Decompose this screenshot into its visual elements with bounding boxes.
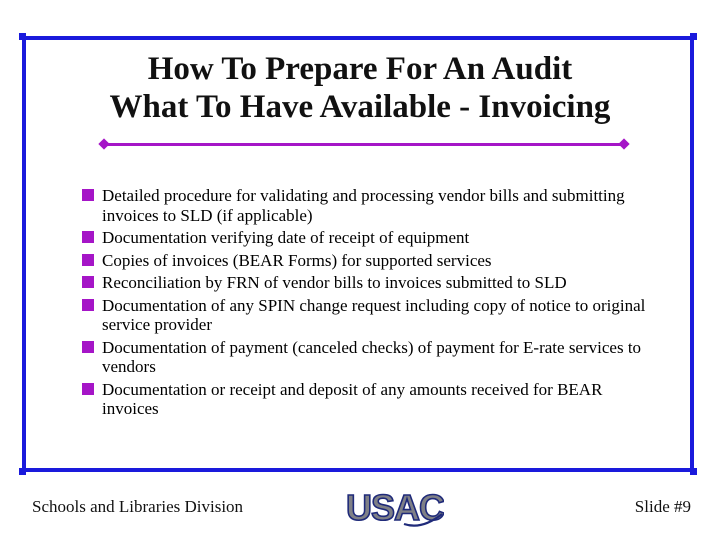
list-item <box>82 273 662 293</box>
bullet-text: Documentation or receipt and deposit of any amounts received for BEAR invoices <box>102 379 603 418</box>
square-bullet-icon <box>82 383 94 395</box>
bullet-text: Documentation of payment (canceled checks) of payment for E-rate services to vendors <box>102 337 642 376</box>
footer-division-name: Schools and Libraries Division <box>32 497 244 516</box>
corner-marker-top-right <box>690 33 697 40</box>
title-divider <box>104 143 624 146</box>
slide-title <box>0 50 720 126</box>
slide-number: Slide #9 <box>634 497 691 516</box>
list-item <box>82 228 662 248</box>
title-line-1: How To Prepare For An Audit <box>147 51 573 87</box>
logo-text: USAC <box>346 487 444 528</box>
list-item <box>82 251 662 271</box>
list-item <box>82 186 662 225</box>
bullet-text: Detailed procedure for validating and processing vendor bills and submitting invoices to SLD (if applicable) <box>102 186 625 225</box>
square-bullet-icon <box>82 231 94 243</box>
bullet-text: Documentation of any SPIN change request including copy of notice to original service provider <box>102 295 646 334</box>
square-bullet-icon <box>82 341 94 353</box>
square-bullet-icon <box>82 254 94 266</box>
square-bullet-icon <box>82 276 94 288</box>
bullet-text: Copies of invoices (BEAR Forms) for supported services <box>102 250 492 270</box>
bullet-text: Documentation verifying date of receipt of equipment <box>102 228 470 247</box>
title-line-2: What To Have Available - Invoicing <box>109 89 611 125</box>
corner-marker-bottom-right <box>690 468 697 475</box>
corner-marker-bottom-left <box>19 468 26 475</box>
list-item <box>82 338 662 377</box>
square-bullet-icon <box>82 189 94 201</box>
bullet-text: Reconciliation by FRN of vendor bills to invoices submitted to SLD <box>102 273 567 292</box>
usac-logo <box>344 484 444 530</box>
bullet-list <box>82 186 662 422</box>
list-item <box>82 380 662 419</box>
corner-marker-top-left <box>19 33 26 40</box>
square-bullet-icon <box>82 299 94 311</box>
list-item <box>82 296 662 335</box>
